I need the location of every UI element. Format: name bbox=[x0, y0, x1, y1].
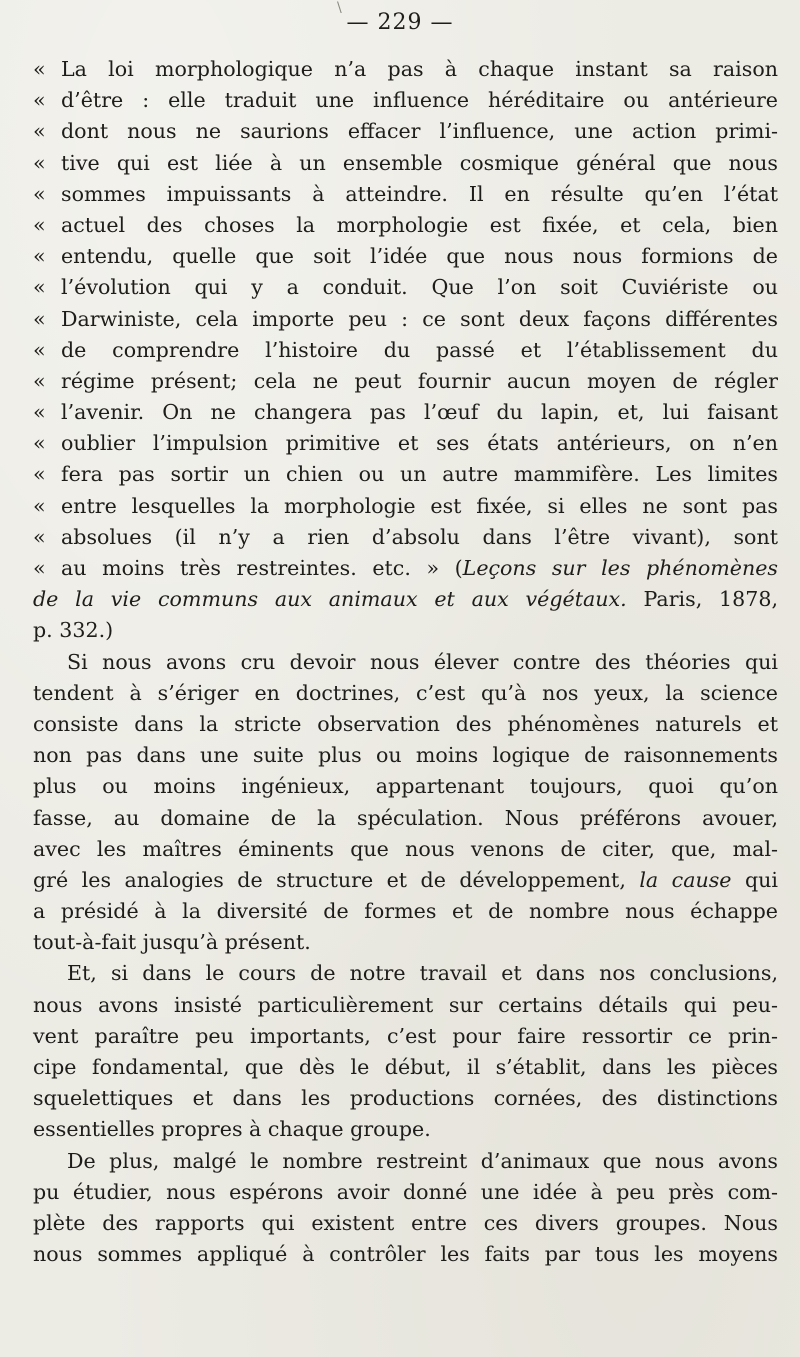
quotation-end-text: au moins très restreintes. etc. » ( bbox=[61, 556, 463, 580]
paragraph-1-end bbox=[33, 896, 778, 958]
quote-mark: « bbox=[33, 368, 46, 393]
quote-mark: « bbox=[33, 275, 46, 300]
source-line bbox=[33, 584, 778, 615]
quotation-line: « de comprendre l’histoire du passé et l’établissement du bbox=[33, 335, 778, 366]
quotation-line: « La loi morphologique n’a pas à chaque instant sa raison bbox=[33, 54, 778, 85]
text-line: Et, si dans le cours de notre travail et dans nos conclusions, bbox=[67, 961, 778, 986]
quotation-line: « tive qui est liée à un ensemble cosmique général que nous bbox=[33, 148, 778, 179]
quotation-line: « sommes impuissants à atteindre. Il en résulte qu’en l’état bbox=[33, 179, 778, 210]
text-line: essentielles propres à chaque groupe. bbox=[33, 1117, 431, 1142]
text-line: squelettiques et dans les productions cornées, des distinctions bbox=[33, 1086, 778, 1111]
quote-mark: « bbox=[33, 524, 46, 549]
quote-mark: « bbox=[33, 462, 46, 487]
quote-mark: « bbox=[33, 400, 46, 425]
text-line: pu étudier, nous espérons avoir donné une idée à peu près com- bbox=[33, 1179, 778, 1204]
source-place-year: Paris, 1878, bbox=[626, 587, 778, 612]
text-line: nous sommes appliqué à contrôler les faits par tous les moyens bbox=[33, 1242, 778, 1267]
quotation-line: « dont nous ne saurions effacer l’influence, une action primi- bbox=[33, 116, 778, 147]
text-line: Si nous avons cru devoir nous élever contre des théories qui bbox=[67, 649, 778, 674]
quote-mark: « bbox=[33, 119, 46, 144]
quotation-line: « l’évolution qui y a conduit. Que l’on soit Cuviériste ou bbox=[33, 272, 778, 303]
paragraph-1 bbox=[33, 647, 778, 865]
text-line: plète des rapports qui existent entre ces divers groupes. Nous bbox=[33, 1210, 778, 1235]
quotation-line: « fera pas sortir un chien ou un autre mammifère. Les limites bbox=[33, 459, 778, 490]
paragraph-3 bbox=[33, 1146, 778, 1271]
quote-mark: « bbox=[33, 212, 46, 237]
text-line: consiste dans la stricte observation des phénomènes naturels et bbox=[33, 711, 778, 736]
quote-mark: « bbox=[33, 150, 46, 175]
text-line: De plus, malgé le nombre restreint d’animaux que nous avons bbox=[67, 1148, 778, 1173]
text-line: a présidé à la diversité de formes et de nombre nous échappe bbox=[33, 899, 778, 924]
quotation-line: « régime présent; cela ne peut fournir aucun moyen de régler bbox=[33, 366, 778, 397]
quote-mark: « bbox=[33, 337, 46, 362]
text-line: cipe fondamental, que dès le début, il s’établit, dans les pièces bbox=[33, 1055, 778, 1079]
quote-mark: « bbox=[33, 556, 46, 580]
quotation-line: « d’être : elle traduit une influence héréditaire ou antérieure bbox=[33, 85, 778, 116]
source-page: p. 332.) bbox=[33, 618, 114, 643]
quote-mark: « bbox=[33, 493, 46, 518]
stray-mark: \ bbox=[337, 0, 342, 16]
quotation-line: « actuel des choses la morphologie est fixée, et cela, bien bbox=[33, 210, 778, 241]
quotation-line: « entendu, quelle que soit l’idée que nous nous formions de bbox=[33, 241, 778, 272]
quote-mark: « bbox=[33, 244, 46, 269]
quote-mark: « bbox=[33, 88, 46, 113]
text-line: vent paraître peu importants, c’est pour faire ressortir ce prin- bbox=[33, 1023, 778, 1048]
text-line: non pas dans une suite plus ou moins logique de raisonnements bbox=[33, 743, 778, 768]
source-title-continued: de la vie communs aux animaux et aux végétaux. bbox=[33, 587, 627, 612]
paragraph-2 bbox=[33, 958, 778, 1145]
quotation-line: « absolues (il n’y a rien d’absolu dans l’être vivant), sont bbox=[33, 522, 778, 553]
quotation-line: « entre lesquelles la morphologie est fixée, si elles ne sont pas bbox=[33, 491, 778, 522]
quotation-line: « oublier l’impulsion primitive et ses états antérieurs, on n’en bbox=[33, 428, 778, 459]
quote-mark: « bbox=[33, 431, 46, 456]
quote-mark: « bbox=[33, 181, 46, 206]
text-line: avec les maîtres éminents que nous venons de citer, que, mal- bbox=[33, 836, 778, 861]
paragraph-1-cause-line: gré les analogies de structure et de développement, la cause qui bbox=[33, 867, 778, 892]
quotation-line: « Darwiniste, cela importe peu : ce sont deux façons différentes bbox=[33, 304, 778, 335]
body-text bbox=[33, 54, 778, 1270]
quote-mark: « bbox=[33, 306, 46, 331]
text-line: fasse, au domaine de la spéculation. Nous préférons avouer, bbox=[33, 805, 778, 830]
page-number: — 229 — bbox=[346, 10, 454, 35]
text-line: plus ou moins ingénieux, appartenant toujours, quoi qu’on bbox=[33, 774, 778, 799]
quotation bbox=[33, 54, 778, 553]
quote-mark: « bbox=[33, 57, 46, 81]
source-title: Leçons sur les phénomènes bbox=[462, 556, 778, 580]
text-line: nous avons insisté particulièrement sur certains détails qui peu- bbox=[33, 992, 778, 1017]
italic-la-cause: la cause bbox=[639, 867, 732, 892]
quotation-line: « l’avenir. On ne changera pas l’œuf du lapin, et, lui faisant bbox=[33, 397, 778, 428]
quotation-end-line bbox=[33, 553, 778, 584]
text-line: tendent à s’ériger en doctrines, c’est qu’à nos yeux, la science bbox=[33, 680, 778, 705]
text-line: tout-à-fait jusqu’à présent. bbox=[33, 930, 311, 955]
